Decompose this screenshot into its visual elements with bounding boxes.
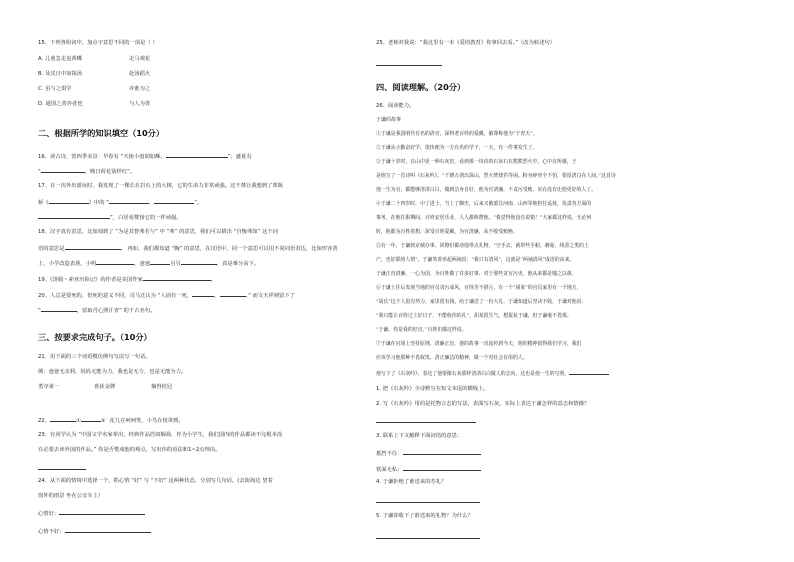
q24-mood-bad: 心情不好： (38, 527, 151, 536)
section3-title: 三、按要求完成句子。（10分） (38, 332, 152, 342)
mood-bad-blank[interactable] (65, 527, 151, 533)
q15-option-d: D. 通国之善弈者也 与人为善 (38, 101, 151, 107)
story-p9: ⑤有一年，于谦到京城办事，同僚们都劝他带点礼物，“空手去，就带些手帕、蘑菇、线香之类的土 (376, 243, 589, 249)
q17-blank2[interactable] (109, 198, 149, 204)
story-p16: ⑦于谦在官场上坚持原则，清廉正直，他的故事一直流传到今天，他的精神值得我们学习，我们 (376, 341, 582, 347)
q26-sub3-term1: 抵挡不住： (376, 449, 481, 458)
q24-line2: 窗外的雨景 坐在公交车上） (38, 493, 104, 499)
q18-blank3[interactable] (150, 259, 170, 265)
story-p2: ②于谦从小勤奋好学，很快便为一方有名的学子，一天，有一件事发生了。 (376, 145, 538, 151)
q26-sub3-term2: 铁面无私： (376, 465, 481, 474)
q18-blank4[interactable] (181, 259, 217, 265)
q23-answer-line[interactable] (38, 469, 86, 470)
q17-blank4[interactable] (38, 213, 110, 219)
q15-option-b: B. 及其日中如探汤 赴汤蹈火 (38, 71, 151, 77)
q16-line2: “ ，映日荷花别样红”。 (38, 169, 136, 175)
q20-line1: 20、人总是要死的，但死的意义不同，司马迁认为 “人固有一死， ， 。” 而文天祥则留下了 (38, 293, 295, 299)
story-p18: 他写下了《石灰吟》，表达了他要像石灰那样清清白白做人的志向，这也是他一生的写照。 (376, 369, 609, 378)
q18-blank1[interactable] (65, 244, 121, 250)
q16-blank1[interactable] (166, 152, 228, 158)
story-p5: 他一生为官，都能够清清白白，做到洁身自好，他为官清廉，不贪污受贿，实在没有比他更好的人了。 (376, 187, 597, 193)
q25-stem: 25、老师对我说：“我这里有一本《爱的教育》你拿回去看。”（改为转述句） (376, 40, 556, 46)
story-p4: 是他写了一首诗叫《石灰吟》。“千锤万凿出深山，烈火焚烧若等闲。粉身碎骨全不怕，要留清白在人间。”这首诗 (376, 173, 616, 179)
story-p8: 时，他都为百姓着想，深受百姓爱戴，为官清廉，从不收受贿赂。 (376, 229, 518, 235)
q19-line: 19、《汤姆・索亚历险记》的作者是美国作家 。 (38, 277, 217, 283)
q17-line3: ”，白居易赞扬它的一样顽强。 (38, 213, 182, 222)
story-p7: 事务，在他任职期间，百姓安居乐业，人人都称赞他。“我觉得他没有说错！”大家都这样说，无论何 (376, 215, 592, 221)
q17-line1: 17、在一次外出游玩时，我发现了一棵长在岩石上的大树，它的生命力非常顽强。这不禁让我想到了郑板 (38, 183, 284, 189)
q21-stem: 21、用下面的三个词语模仿例句写法写一句话。 (38, 354, 151, 360)
q18-line1: 18、汉字真有意思，比如闻到了 “为是其智弗若与” 中 “弗” 的意思，我们可以猜出 “自愧弗如” 这个词 (38, 229, 278, 235)
q22-line: 22、 ① ② 花儿在呵呵笑，小鸟在枝讲到。 (38, 418, 184, 424)
section2-title: 二、根据所学的知识填空（10分） (38, 128, 165, 138)
story-p15: “于谦，你是我的好官。”百姓们都这样说。 (376, 327, 467, 333)
story-p13: “胡氏”这个人很有势力，家里很有钱，给于谦送了一份大礼，于谦知道后坚决不收，于谦对他说： (376, 299, 587, 305)
q26-sub4-answer[interactable] (376, 502, 480, 503)
q17-line2: 桥《 》中的 “ ， ”。 (38, 200, 203, 206)
q18-line2: 语的意思是 。 再如，我们都知道 “胸” 的意思，在汉语中，同一个意思可以用不同词语表达，比如形容善 (38, 246, 338, 252)
mood-good-blank[interactable] (59, 509, 145, 515)
q18-line3: 上，小学改造表现，小明 ，爸爸 另另 ，真是难分高下。 (38, 261, 260, 267)
q16-blank2[interactable] (41, 167, 85, 173)
story-p14: “我只能让百姓过上好日子，不能收你的礼”，胡某很生气，想报复于谦，但于谦毫不畏惧。 (376, 313, 572, 319)
q24-line1: 24、从下面的情境中选择一个，抓心情 “好” 与 “不好” 这两种状态，分别写几句话。(去街海边 望着 (38, 478, 273, 484)
q23-line2: 有必要去读外国的作品。” 你是否赞成他的观点，写出你的看法和1~2点理由。 (38, 447, 221, 453)
story-p17: 应该学习他那种不畏权贵、清正廉洁的精神，做一个对社会有用的人。 (376, 355, 528, 361)
q20-blank3[interactable] (41, 306, 77, 312)
q26-sub4: 4. 于谦拒绝了谁送来的寿礼？ (376, 479, 447, 485)
term1-blank[interactable] (403, 449, 481, 455)
story-title: 于谦的故事 (376, 117, 402, 123)
q16-line1: 16、读古诗，赏四季美景：早春有 “天街小雨润如酥， ”；盛夏有 (38, 154, 252, 160)
q20-blank2[interactable] (220, 291, 246, 297)
story-p11: 于谦正直清廉，一心为国，为百姓做了许多好事，对于那些贪官污吏，他从来都是嗤之以鼻。 (376, 271, 577, 277)
term2-blank[interactable] (403, 465, 481, 471)
q21-words: 勇夺第一 喜获金牌 摘得桂冠 (38, 384, 173, 390)
q22-blank1[interactable] (50, 416, 76, 422)
q26-sub1: 1. 把《石灰吟》全诗默写在短文末尾的横线上。 (376, 386, 489, 392)
q26-sub3: 3. 联系上下文解释下面词语的意思： (376, 433, 463, 439)
q15-option-c: C. 虽与之俱学 弈谁为之 (38, 86, 151, 92)
q17-blank1[interactable] (49, 198, 89, 204)
q26-sub5-answer[interactable] (376, 538, 480, 539)
q15-stem: 15、下列各组词中，加点字意思不同的一项是（ ） (38, 40, 158, 46)
story-p3: ③于谦十岁时，在山中见一种石灰窑，看到那一块块的石灰石在熊熊烈火中，心中有所感，于 (376, 159, 577, 165)
section4-title: 四、阅读理解。（20分） (376, 82, 466, 92)
q23-line1: 23、有同学认为 “中国文学名家辈出，经典作品浩如烟海，作为小学生，我们国内的作品都读不完根本没 (38, 432, 283, 438)
story-p6: ④于谦二十四岁时，中了进士，当上了御史，后来又被派往河南、山西等地担任巡抚，负责各方面的 (376, 201, 592, 207)
q19-blank[interactable] (143, 275, 211, 281)
q20-blank1[interactable] (192, 291, 214, 297)
q26-sub5: 5. 于谦却收下了谁送来的礼物？为什么？ (376, 513, 473, 519)
q25-answer-line[interactable] (376, 65, 442, 66)
q18-blank2[interactable] (96, 259, 134, 265)
q17-blank3[interactable] (154, 198, 194, 204)
q21-example: 例：爸爸无亲利，妈妈无能为力，我也是无力，也是无能为力。 (38, 369, 187, 375)
poem-blank[interactable] (569, 369, 609, 375)
q15-option-a: A. 儿童急走追黄蝶 走马观花 (38, 56, 151, 62)
q26-sub2: 2. 写《石灰吟》用的是托物言志的写法，表面写石灰，实际上表达于谦怎样的意志和情操？ (376, 401, 590, 407)
q24-mood-good: 心情好： (38, 509, 145, 518)
q20-line2: “ ，留取丹心照汗青” 的千古名句。 (38, 308, 156, 314)
story-p1: ①于谦是我国明代有名的清官，深得老百姓的爱戴，被尊称他为“于青天”。 (376, 131, 538, 137)
story-p12: ⑥于谦上任后发现当地的官员贪污成风，百姓苦不堪言，有一个“胡某”的官员家里有一个地方， (376, 285, 582, 291)
story-p10: 产，也好联络人情”。于谦笑着举起两袖说：“我只有清风”，这就是“两袖清风”成语的由来。 (376, 257, 575, 263)
q22-blank2[interactable] (81, 416, 101, 422)
q26-stem: 26、阅读能力。 (376, 103, 415, 109)
q26-sub2-answer[interactable] (376, 422, 476, 423)
